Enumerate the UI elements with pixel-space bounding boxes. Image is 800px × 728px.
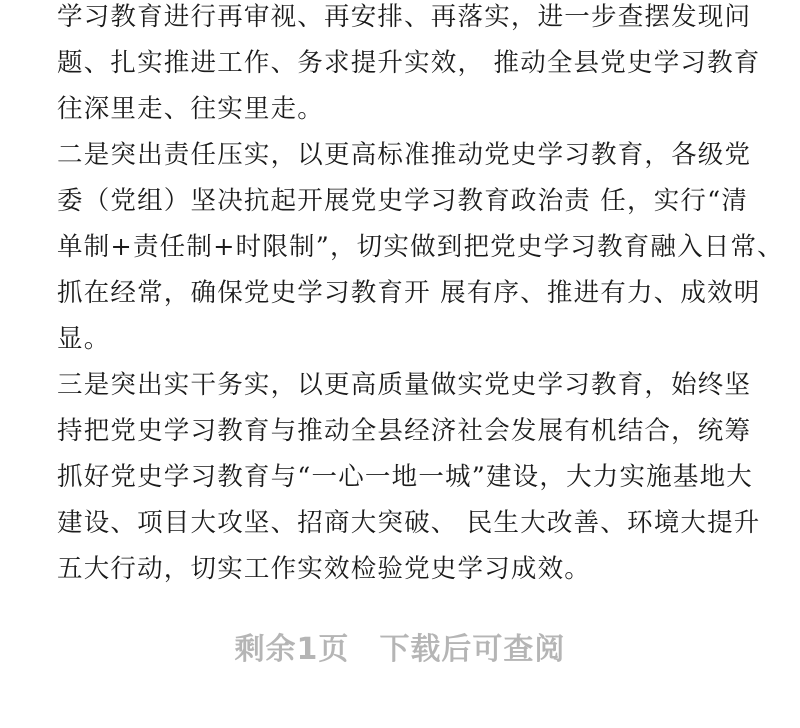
text-line: 委（党组）坚决抗起开展党史学习教育政治责 任，实行“清 (57, 186, 749, 216)
download-prompt[interactable] (0, 624, 800, 668)
paragraph-1 (57, 0, 761, 132)
text-line: 题、扎实推进工作、务求提升实效， 推动全县党史学习教育 (57, 48, 761, 78)
text-line: 建设、项目大攻坚、招商大突破、 民生大改善、环境大提升 (57, 508, 761, 538)
text-line: 显。 (57, 324, 111, 354)
text-line: 持把党史学习教育与推动全县经济社会发展有机结合，统筹 (57, 416, 752, 446)
text-line: 三是突出实干务实，以更高质量做实党史学习教育，始终坚 (57, 370, 752, 400)
paragraph-3 (57, 362, 761, 592)
text-line: 五大行动，切实工作实效检验党史学习成效。 (57, 554, 592, 584)
text-line: 抓在经常，确保党史学习教育开 展有序、推进有力、成效明 (57, 278, 761, 308)
paragraph-2 (57, 132, 784, 362)
document-body (57, 0, 784, 592)
download-to-view-text: 下载后可查阅 (379, 632, 566, 667)
text-line: 抓好党史学习教育与“一心一地一城”建设，大力实施基地大 (57, 462, 753, 492)
remaining-pages-text: 剩余1页 (234, 632, 350, 667)
text-line: 单制+责任制+时限制”，切实做到把党史学习教育融入日常、 (57, 232, 784, 262)
text-line: 学习教育进行再审视、再安排、再落实，进一步查摆发现问 (57, 2, 752, 32)
text-line: 二是突出责任压实，以更高标准推动党史学习教育，各级党 (57, 140, 752, 170)
text-line: 往深里走、往实里走。 (57, 94, 325, 124)
